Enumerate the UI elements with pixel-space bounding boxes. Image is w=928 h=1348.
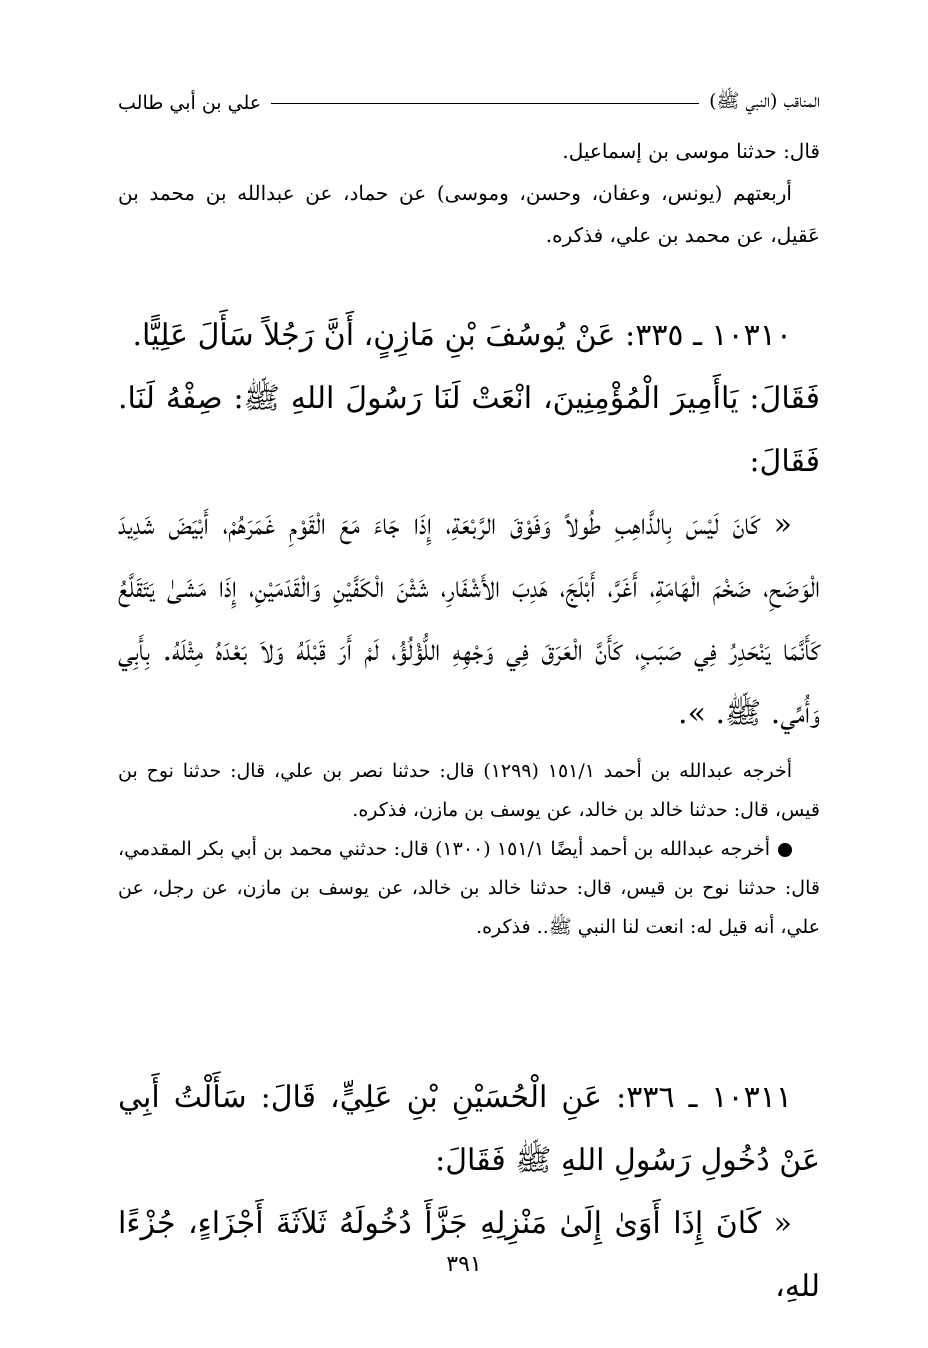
hadith-10310-line-1: ١٠٣١٠ ـ ٣٣٥: عَنْ يُوسُفَ بْنِ مَازِنٍ، أَنَّ رَجُلاً سَأَلَ عَلِيًّا.: [132, 318, 792, 353]
note-2: [118, 830, 820, 947]
header-left-title: علي بن أبي طالب: [118, 92, 262, 114]
top-paragraph-2: أربعتهم (يونس، وعفان، وحسن، وموسى) عن حماد، عن عبدالله بن محمد بن عَقيل، عن محمد بن علي، فذكره.: [118, 181, 820, 247]
header-rule: [271, 103, 699, 104]
page-number: ٣٩١: [446, 1252, 482, 1277]
hadith-10310: [118, 304, 820, 745]
hadith-10311: [118, 1066, 820, 1318]
top-line-1: قال: حدثنا موسى بن إسماعيل.: [562, 139, 820, 163]
header-right-title: المناقب (النبي ﷺ): [709, 90, 820, 112]
running-header: [118, 86, 820, 120]
hadith-10311-line-2: « كَانَ إِذَا أَوَىٰ إِلَىٰ مَنْزِلِهِ جَزَّأَ دُخُولَهُ ثَلاَثَةَ أَجْزَاءٍ، جُزْءًا للهِ،: [118, 1206, 820, 1304]
hadith-10310-text: « كَانَ لَيْسَ بِالذَّاهِبِ طُولاً وَفَوْقَ الرَّبْعَةِ، إِذَا جَاءَ مَعَ الْقَوْمِ غَمَرَهُمْ، أَبْيَضَ شَدِيدَ الْوَضَحِ، ضَخْمَ الْهَامَةِ، أَغَرَّ، أَبْلَجَ، هَدِبَ الأَشْفَارِ، شَثْنَ الْكَفَّيْنِ وَالْقَدَمَيْنِ، إِذَا مَشَىٰ يَتَقَلَّعُ كَأَنَّمَا يَنْحَدِرُ فِي صَبَبٍ، كَأَنَّ الْعَرَقَ فِي وَجْهِهِ اللُّؤْلُؤُ، لَمْ أَرَ قَبْلَهُ وَلاَ بَعْدَهُ مِثْلَهُ. بِأَبِي وَأُمِّي. ﷺ. ».: [118, 507, 820, 731]
note-2-text: أخرجه عبدالله بن أحمد أيضًا ١٥١/١ (١٣٠٠) قال: حدثني محمد بن أبي بكر المقدمي، قال: حدثنا نوح بن قيس، قال: حدثنا خالد بن خالد، عن يوسف بن مازن، عن رجل، عن علي، أنه قيل له: انعت لنا النبي ﷺ.. فذكره.: [118, 838, 820, 938]
hadith-10310-line-2: فَقَالَ: يَاأَمِيرَ الْمُؤْمِنِينَ، انْعَتْ لَنَا رَسُولَ اللهِ ﷺ: صِفْهُ لَنَا. فَقَالَ:: [118, 381, 820, 479]
hadith-10311-line-1: ١٠٣١١ ـ ٣٣٦: عَنِ الْحُسَيْنِ بْنِ عَلِيٍّ، قَالَ: سَأَلْتُ أَبِي عَنْ دُخُولِ رَسُولِ اللهِ ﷺ فَقَالَ:: [118, 1080, 820, 1178]
notes-10310: [118, 752, 820, 947]
note-1: أخرجه عبدالله بن أحمد ١٥١/١ (١٢٩٩) قال: حدثنا نصر بن علي، قال: حدثنا نوح بن قيس، قال: حدثنا خالد بن خالد، عن يوسف بن مازن، فذكره.: [118, 760, 820, 821]
top-block: [118, 130, 820, 256]
bullet-icon: [778, 843, 792, 857]
